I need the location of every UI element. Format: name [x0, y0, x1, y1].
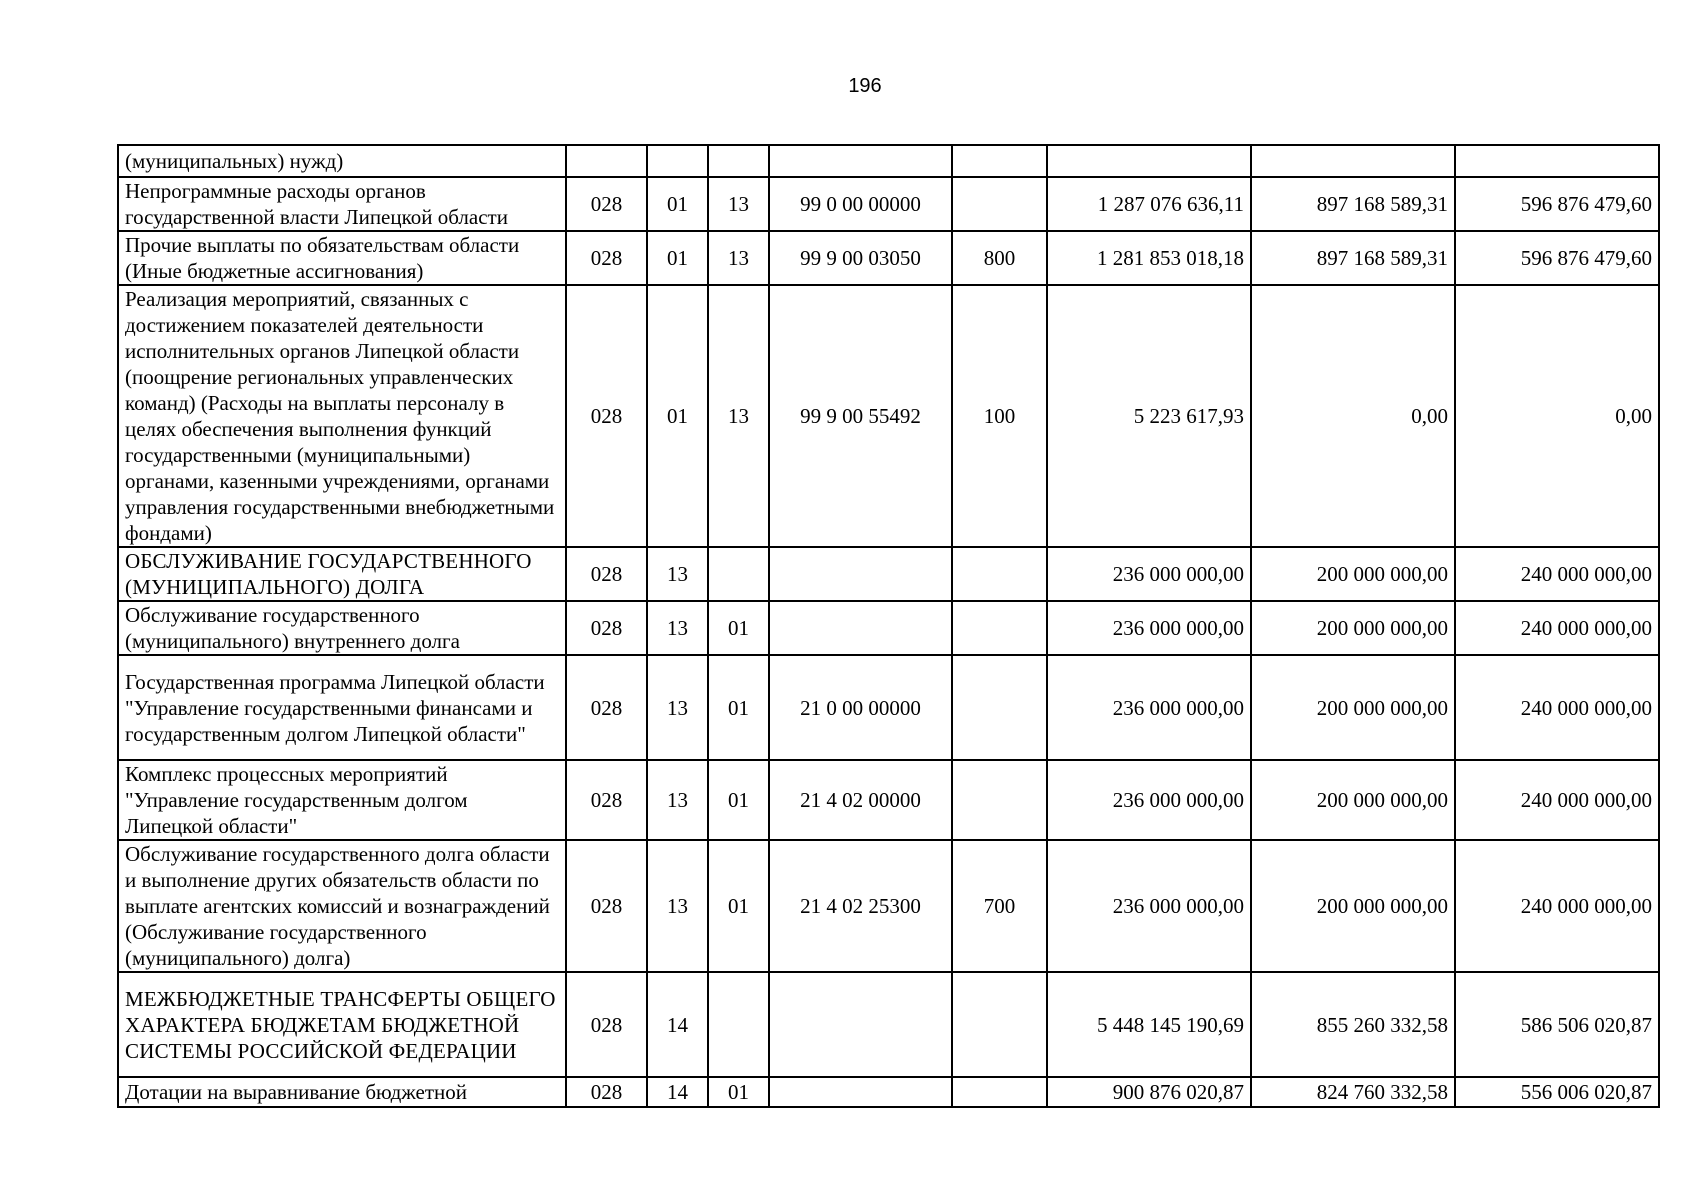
expense-type-code: [952, 760, 1047, 840]
budget-table: [117, 144, 1660, 1108]
row-name: Непрограммные расходы органов государственной власти Липецкой области: [118, 177, 566, 231]
section-code: 14: [647, 972, 708, 1077]
admin-code: 028: [566, 840, 647, 972]
table-row: [118, 840, 1659, 972]
admin-code: 028: [566, 972, 647, 1077]
subsection-code: 01: [708, 655, 769, 760]
subsection-code: 13: [708, 231, 769, 285]
table-row: [118, 655, 1659, 760]
target-code: 99 9 00 55492: [769, 285, 952, 547]
admin-code: 028: [566, 655, 647, 760]
amount-year-2: 200 000 000,00: [1251, 840, 1455, 972]
amount-year-2: 0,00: [1251, 285, 1455, 547]
admin-code: [566, 145, 647, 177]
table-row: [118, 972, 1659, 1077]
amount-year-3: 240 000 000,00: [1455, 840, 1659, 972]
expense-type-code: [952, 972, 1047, 1077]
amount-year-1: 5 448 145 190,69: [1047, 972, 1251, 1077]
amount-year-3: [1455, 145, 1659, 177]
row-name: Дотации на выравнивание бюджетной: [118, 1077, 566, 1107]
row-name: Реализация мероприятий, связанных с достижением показателей деятельности исполнительных органов Липецкой области (поощрение региональных управленческих команд) (Расходы на выплаты персоналу в целях обеспечения выполнения функций государственными (муниципальными) органами, казенными учреждениями, органами управления государственными внебюджетными фондами): [118, 285, 566, 547]
target-code: [769, 145, 952, 177]
amount-year-3: 0,00: [1455, 285, 1659, 547]
subsection-code: [708, 145, 769, 177]
row-name: Государственная программа Липецкой области "Управление государственными финансами и государственным долгом Липецкой области": [118, 655, 566, 760]
subsection-code: 13: [708, 177, 769, 231]
amount-year-3: 586 506 020,87: [1455, 972, 1659, 1077]
amount-year-3: 596 876 479,60: [1455, 177, 1659, 231]
target-code: 21 4 02 25300: [769, 840, 952, 972]
subsection-code: [708, 547, 769, 601]
amount-year-2: [1251, 145, 1455, 177]
amount-year-1: 236 000 000,00: [1047, 760, 1251, 840]
target-code: [769, 1077, 952, 1107]
amount-year-3: 240 000 000,00: [1455, 760, 1659, 840]
target-code: [769, 547, 952, 601]
subsection-code: 01: [708, 840, 769, 972]
row-name: Обслуживание государственного долга области и выполнение других обязательств области по выплате агентских комиссий и вознаграждений (Обслуживание государственного (муниципального) долга): [118, 840, 566, 972]
target-code: [769, 601, 952, 655]
section-code: 13: [647, 840, 708, 972]
expense-type-code: [952, 655, 1047, 760]
table-row: [118, 145, 1659, 177]
amount-year-2: 200 000 000,00: [1251, 601, 1455, 655]
table-row: [118, 547, 1659, 601]
expense-type-code: [952, 547, 1047, 601]
admin-code: 028: [566, 285, 647, 547]
table-row: [118, 177, 1659, 231]
subsection-code: [708, 972, 769, 1077]
expense-type-code: [952, 601, 1047, 655]
target-code: [769, 972, 952, 1077]
expense-type-code: [952, 1077, 1047, 1107]
amount-year-2: 855 260 332,58: [1251, 972, 1455, 1077]
target-code: 99 9 00 03050: [769, 231, 952, 285]
amount-year-3: 240 000 000,00: [1455, 547, 1659, 601]
section-code: [647, 145, 708, 177]
target-code: 21 0 00 00000: [769, 655, 952, 760]
amount-year-2: 824 760 332,58: [1251, 1077, 1455, 1107]
admin-code: 028: [566, 547, 647, 601]
expense-type-code: [952, 177, 1047, 231]
subsection-code: 01: [708, 601, 769, 655]
amount-year-2: 897 168 589,31: [1251, 177, 1455, 231]
table-row: [118, 601, 1659, 655]
section-code: 01: [647, 231, 708, 285]
amount-year-3: 556 006 020,87: [1455, 1077, 1659, 1107]
section-code: 01: [647, 177, 708, 231]
target-code: 99 0 00 00000: [769, 177, 952, 231]
admin-code: 028: [566, 177, 647, 231]
amount-year-2: 200 000 000,00: [1251, 655, 1455, 760]
amount-year-1: 1 281 853 018,18: [1047, 231, 1251, 285]
table-row: [118, 1077, 1659, 1107]
amount-year-1: 236 000 000,00: [1047, 655, 1251, 760]
amount-year-1: 236 000 000,00: [1047, 601, 1251, 655]
section-code: 13: [647, 760, 708, 840]
amount-year-1: 236 000 000,00: [1047, 840, 1251, 972]
row-name: Комплекс процессных мероприятий "Управление государственным долгом Липецкой области": [118, 760, 566, 840]
amount-year-2: 200 000 000,00: [1251, 760, 1455, 840]
target-code: 21 4 02 00000: [769, 760, 952, 840]
amount-year-1: 1 287 076 636,11: [1047, 177, 1251, 231]
subsection-code: 01: [708, 1077, 769, 1107]
admin-code: 028: [566, 760, 647, 840]
admin-code: 028: [566, 231, 647, 285]
amount-year-3: 240 000 000,00: [1455, 655, 1659, 760]
amount-year-1: 236 000 000,00: [1047, 547, 1251, 601]
amount-year-1: 900 876 020,87: [1047, 1077, 1251, 1107]
admin-code: 028: [566, 601, 647, 655]
row-name: Обслуживание государственного (муниципального) внутреннего долга: [118, 601, 566, 655]
amount-year-3: 240 000 000,00: [1455, 601, 1659, 655]
amount-year-1: [1047, 145, 1251, 177]
amount-year-2: 897 168 589,31: [1251, 231, 1455, 285]
expense-type-code: 100: [952, 285, 1047, 547]
row-name: (муниципальных) нужд): [118, 145, 566, 177]
subsection-code: 01: [708, 760, 769, 840]
subsection-code: 13: [708, 285, 769, 547]
amount-year-2: 200 000 000,00: [1251, 547, 1455, 601]
section-code: 13: [647, 655, 708, 760]
table-row: [118, 285, 1659, 547]
amount-year-1: 5 223 617,93: [1047, 285, 1251, 547]
section-code: 13: [647, 601, 708, 655]
expense-type-code: [952, 145, 1047, 177]
expense-type-code: 700: [952, 840, 1047, 972]
section-code: 14: [647, 1077, 708, 1107]
row-name: МЕЖБЮДЖЕТНЫЕ ТРАНСФЕРТЫ ОБЩЕГО ХАРАКТЕРА БЮДЖЕТАМ БЮДЖЕТНОЙ СИСТЕМЫ РОССИЙСКОЙ ФЕДЕРАЦИИ: [118, 972, 566, 1077]
expense-type-code: 800: [952, 231, 1047, 285]
section-code: 13: [647, 547, 708, 601]
section-code: 01: [647, 285, 708, 547]
page-number: 196: [848, 75, 882, 97]
row-name: Прочие выплаты по обязательствам области (Иные бюджетные ассигнования): [118, 231, 566, 285]
table-row: [118, 760, 1659, 840]
admin-code: 028: [566, 1077, 647, 1107]
table-row: [118, 231, 1659, 285]
row-name: ОБСЛУЖИВАНИЕ ГОСУДАРСТВЕННОГО (МУНИЦИПАЛЬНОГО) ДОЛГА: [118, 547, 566, 601]
amount-year-3: 596 876 479,60: [1455, 231, 1659, 285]
